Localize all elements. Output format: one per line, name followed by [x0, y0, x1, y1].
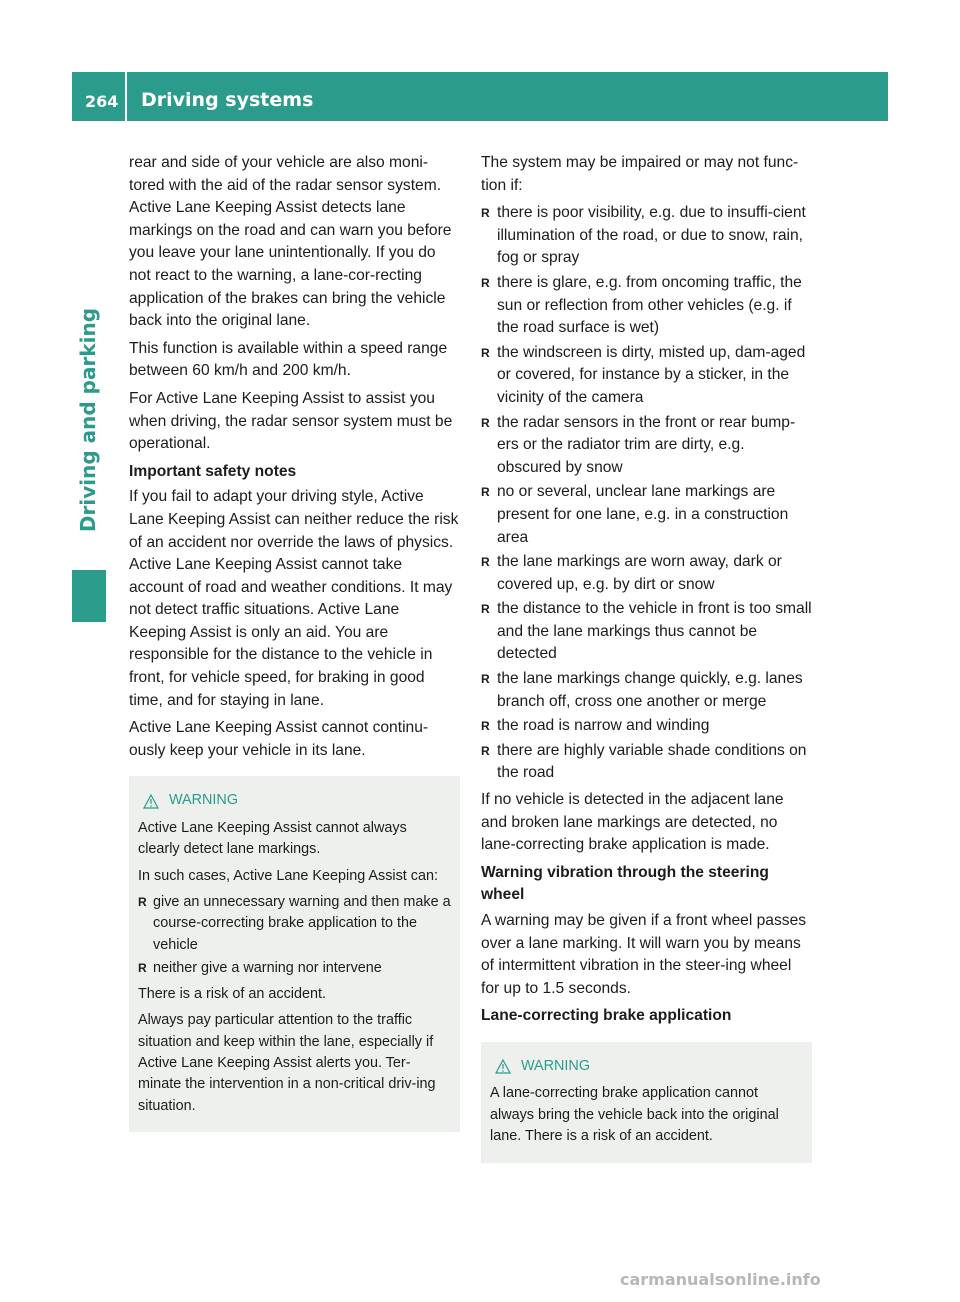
warning-triangle-icon	[495, 1059, 511, 1074]
safety-heading: Important safety notes	[129, 462, 297, 480]
list-item: R there is poor visibility, e.g. due to insuffi-cient illumination of the road, or due to snow, rain, fog or spray	[481, 202, 812, 270]
list-item: R the road is narrow and winding	[481, 715, 812, 738]
warning-title	[490, 1056, 803, 1077]
warning-text: Active Lane Keeping Assist cannot always clearly detect lane markings.	[138, 819, 407, 858]
paragraph: If no vehicle is detected in the adjacent lane and broken lane markings are detected, no lane-correcting brake application is made.	[481, 791, 784, 854]
left-column	[129, 152, 460, 1132]
paragraph: The system may be impaired or may not func-tion if:	[481, 154, 799, 194]
list-item: R the windscreen is dirty, misted up, dam-aged or covered, for instance by a sticker, in the vicinity of the camera	[481, 342, 812, 410]
section-title: Driving systems	[141, 89, 314, 111]
vibration-heading: Warning vibration through the steering wheel	[481, 863, 769, 904]
paragraph: A warning may be given if a front wheel passes over a lane marking. It will warn you by means of intermittent vibration in the steer-ing wheel for up to 1.5 seconds.	[481, 912, 807, 997]
paragraph: If you fail to adapt your driving style, Active Lane Keeping Assist can neither reduce the risk of an accident nor override the laws of physics. Active Lane Keeping Assist cannot take account of road and weather conditions. It may not detect traffic situations. Active Lane Keeping Assist is only an aid. You are responsible for the distance to the vehicle in front, for vehicle speed, for braking in good time, and for staying in lane.	[129, 488, 459, 709]
list-item: R the radar sensors in the front or rear bump-ers or the radiator trim are dirty, e.g. obscured by snow	[481, 412, 812, 480]
warning-label: WARNING	[169, 792, 239, 809]
warning-title	[138, 790, 451, 811]
watermark: carmanualsonline.info	[620, 1270, 821, 1289]
side-chapter-label: Driving and parking	[76, 307, 100, 533]
list-item: R no or several, unclear lane markings are present for one lane, e.g. in a construction area	[481, 481, 812, 549]
list-item: R neither give a warning nor intervene	[138, 958, 451, 979]
warning-triangle-icon	[143, 794, 159, 809]
list-item: R the distance to the vehicle in front is too small and the lane markings thus cannot be detected	[481, 598, 812, 666]
paragraph: For Active Lane Keeping Assist to assist you when driving, the radar sensor system must be operational.	[129, 389, 453, 453]
warning-text: Always pay particular attention to the traffic situation and keep within the lane, especially if Active Lane Keeping Assist alerts you. Ter-minate the intervention in a non-critical driv-ing situation.	[138, 1012, 436, 1114]
warning-text: There is a risk of an accident.	[138, 985, 326, 1002]
warning-text: In such cases, Active Lane Keeping Assist can:	[138, 867, 438, 884]
right-column	[481, 152, 812, 1163]
list-item: R there are highly variable shade conditions on the road	[481, 740, 812, 785]
warning-label: WARNING	[521, 1057, 591, 1074]
impairment-list	[481, 202, 812, 785]
warning-box	[481, 1042, 812, 1163]
list-item: R there is glare, e.g. from oncoming traffic, the sun or reflection from other vehicles (e.g. if the road surface is wet)	[481, 272, 812, 340]
list-item: R give an unnecessary warning and then make a course-correcting brake application to the vehicle	[138, 892, 451, 956]
list-item: R the lane markings are worn away, dark or covered up, e.g. by dirt or snow	[481, 551, 812, 596]
side-marker	[72, 570, 106, 622]
paragraph: rear and side of your vehicle are also moni-tored with the aid of the radar sensor system. Active Lane Keeping Assist detects lane markings on the road and can warn you before you leave your lane unintentionally. If you do not react to the warning, a lane-cor-recting application of the brakes can bring the vehicle back into the original lane.	[129, 154, 452, 330]
page-number: 264	[85, 92, 119, 111]
warning-list	[138, 892, 451, 980]
list-item: R the lane markings change quickly, e.g. lanes branch off, cross one another or merge	[481, 668, 812, 713]
warning-box	[129, 776, 460, 1132]
paragraph: This function is available within a speed range between 60 km/h and 200 km/h.	[129, 339, 448, 380]
warning-text: A lane-correcting brake application cannot always bring the vehicle back into the original lane. There is a risk of an accident.	[490, 1085, 779, 1145]
brake-heading: Lane-correcting brake application	[481, 1007, 732, 1025]
paragraph: Active Lane Keeping Assist cannot continu-ously keep your vehicle in its lane.	[129, 719, 429, 759]
header-divider	[125, 72, 127, 121]
